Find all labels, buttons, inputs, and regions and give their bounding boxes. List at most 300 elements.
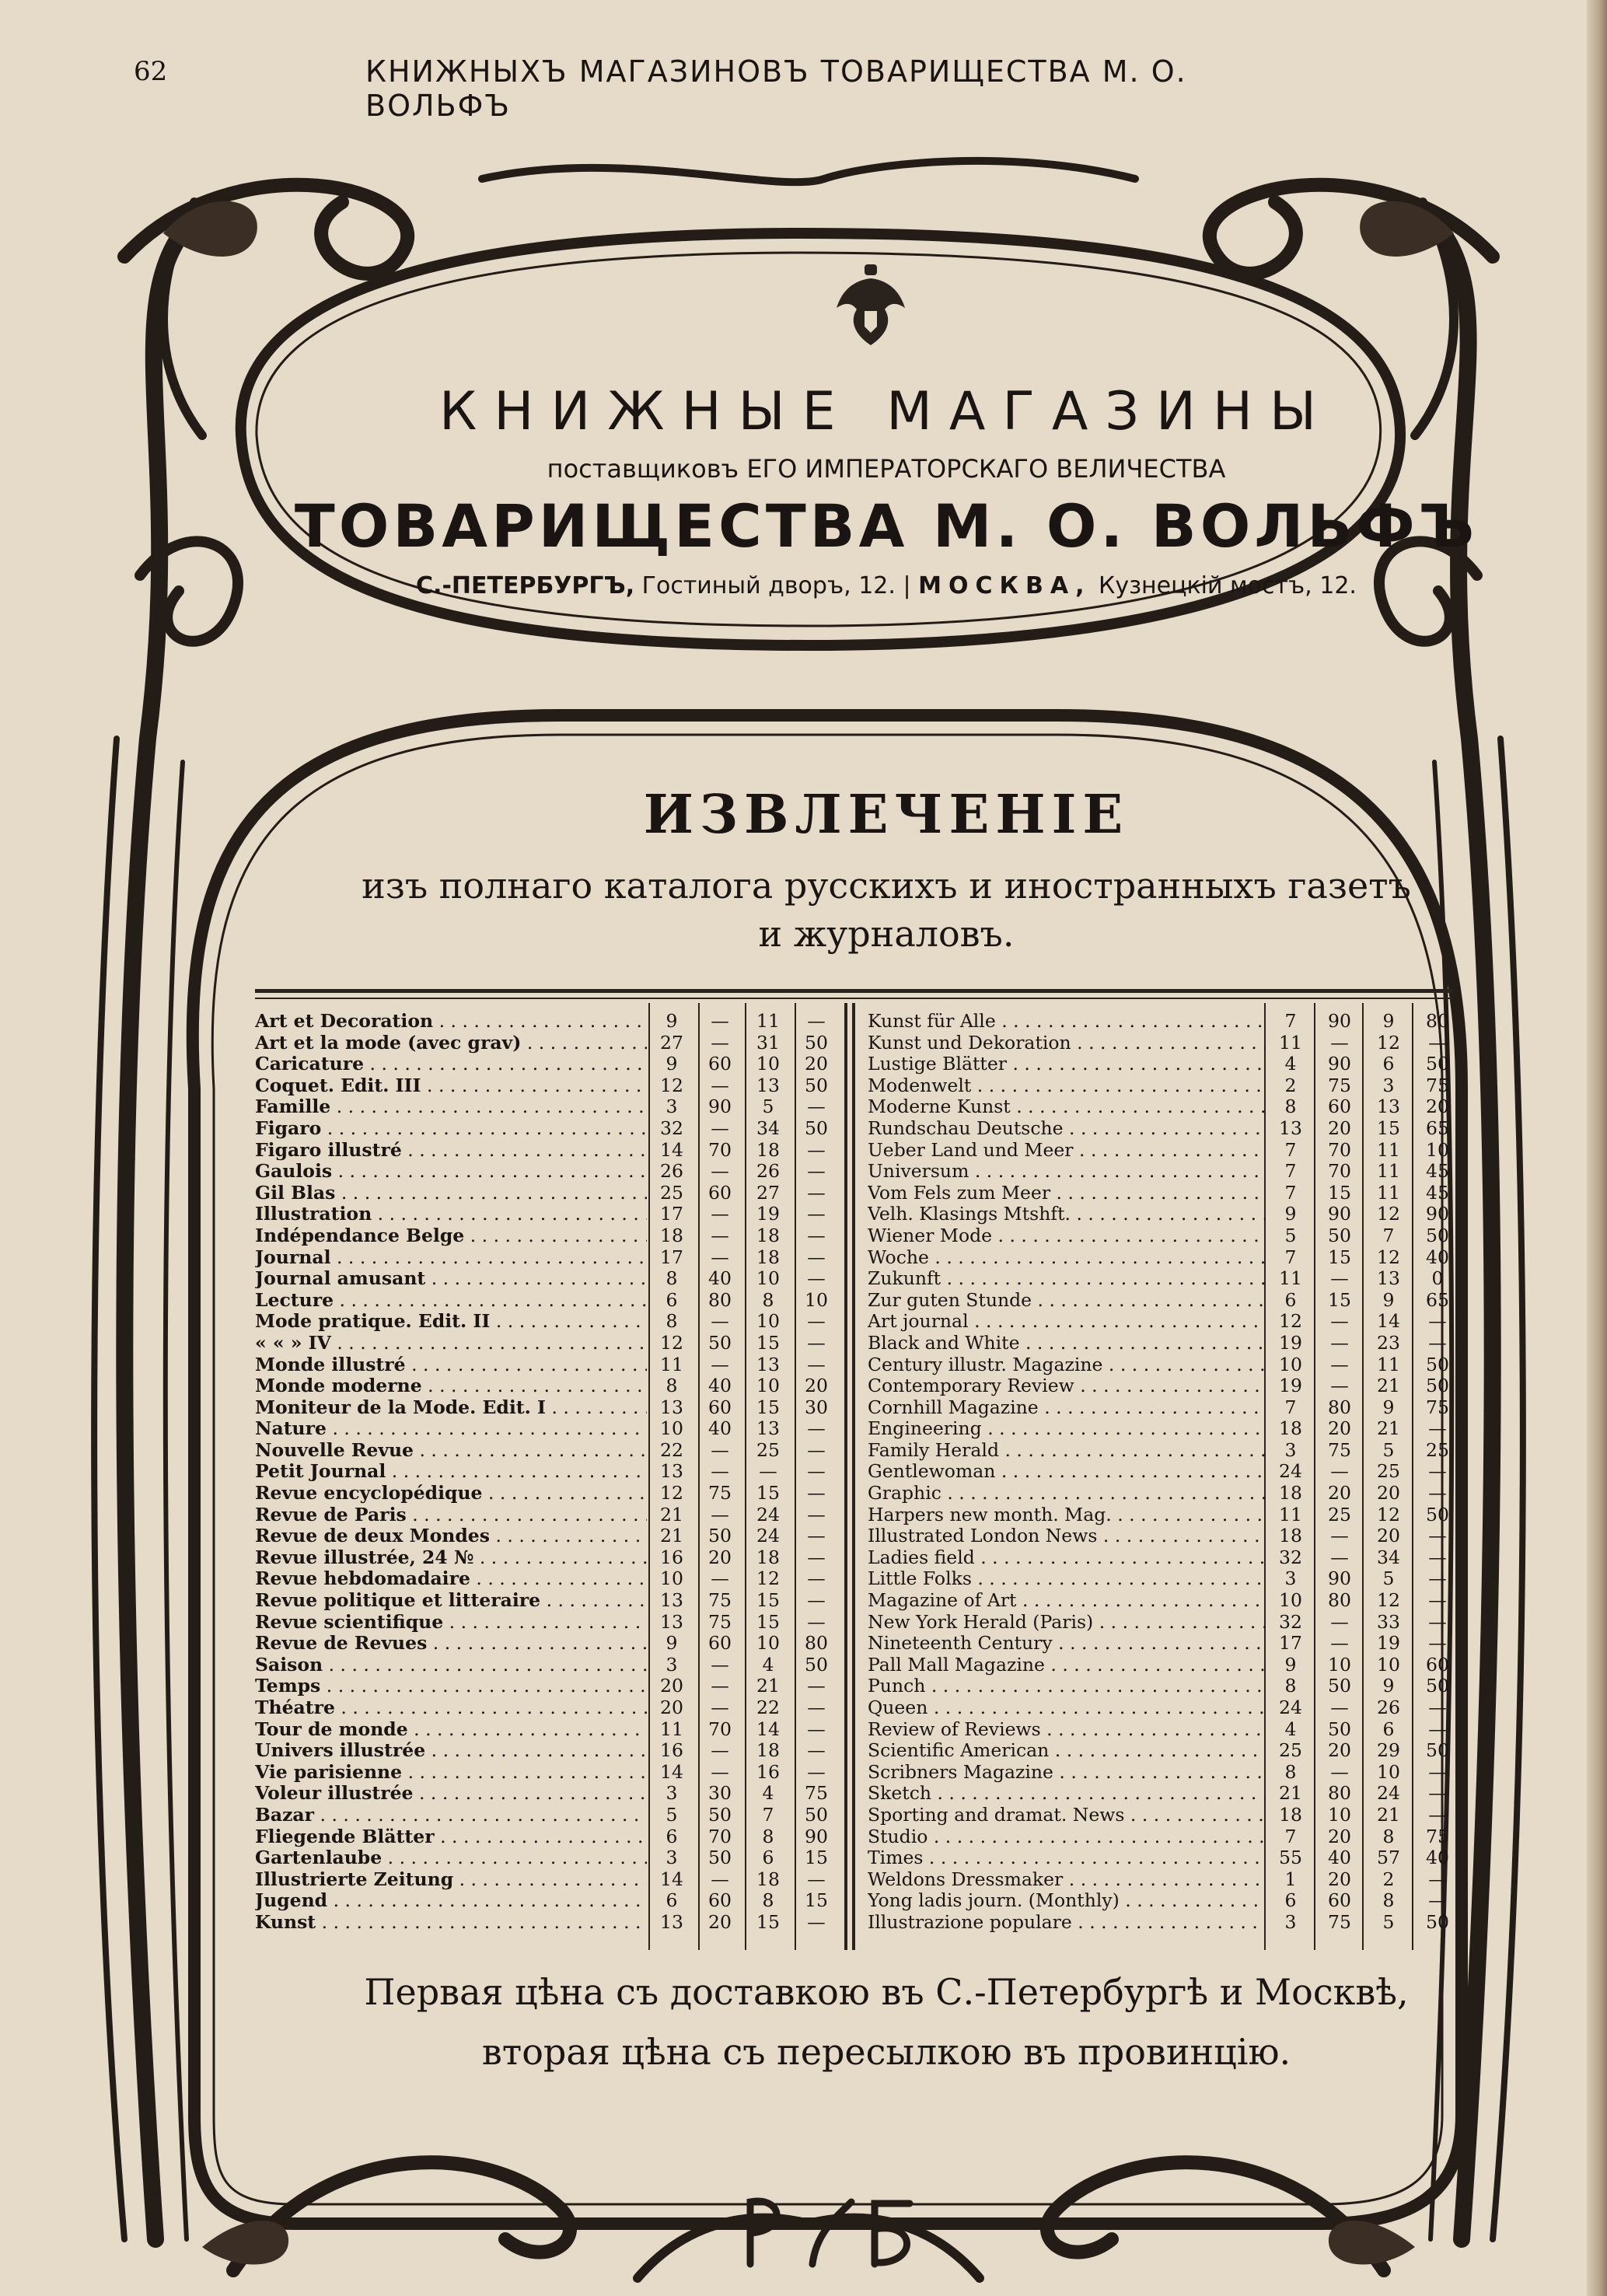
price-provinces-rubles: 5 bbox=[762, 1096, 774, 1118]
price-local-kopecks: 10 bbox=[1328, 1803, 1351, 1826]
price-provinces-kopecks: 30 bbox=[805, 1396, 828, 1418]
price-provinces-rubles: 4 bbox=[762, 1653, 774, 1676]
price-provinces-kopecks: — bbox=[807, 1203, 826, 1225]
price-local-rubles: 26 bbox=[660, 1160, 683, 1183]
price-provinces-kopecks: — bbox=[1428, 1546, 1447, 1568]
price-provinces-kopecks: — bbox=[807, 1525, 826, 1547]
price-local-kopecks: 20 bbox=[708, 1910, 732, 1933]
price-provinces-rubles: 8 bbox=[762, 1889, 774, 1912]
price-provinces-rubles: 5 bbox=[1382, 1567, 1395, 1590]
price-local-rubles: 7 bbox=[1284, 1825, 1297, 1847]
price-local-rubles: 9 bbox=[666, 1632, 678, 1655]
price-local-kopecks: — bbox=[711, 1739, 729, 1762]
price-local-kopecks: 50 bbox=[708, 1331, 732, 1354]
price-provinces-rubles: 15 bbox=[756, 1589, 780, 1612]
price-local-kopecks: 75 bbox=[708, 1482, 732, 1504]
catalog-row bbox=[868, 1440, 1462, 1462]
price-local-kopecks: — bbox=[711, 1503, 729, 1525]
catalog-row bbox=[868, 1268, 1462, 1290]
price-provinces-rubles: 6 bbox=[1382, 1053, 1395, 1075]
price-provinces-rubles: 8 bbox=[762, 1825, 774, 1847]
periodical-title: Zur guten Stunde . . . bbox=[868, 1290, 1266, 1312]
periodical-title: Scientific American . . . bbox=[868, 1740, 1266, 1762]
price-provinces-rubles: 12 bbox=[756, 1567, 780, 1590]
price-provinces-kopecks: — bbox=[1428, 1460, 1447, 1483]
periodical-title: Times . . . bbox=[868, 1847, 1266, 1869]
suppliers-line: поставщиковъ ЕГО ИМПЕРАТОРСКАГО ВЕЛИЧЕСТВА bbox=[547, 454, 1226, 484]
price-provinces-kopecks: 50 bbox=[1426, 1910, 1449, 1933]
price-local-rubles: 21 bbox=[1279, 1782, 1302, 1805]
periodical-title: Nature . . . bbox=[255, 1418, 647, 1440]
pricing-note-line1: Первая цѣна съ доставкою въ С.-Петербургѣ и Москвѣ, bbox=[364, 1971, 1409, 2013]
price-local-kopecks: 80 bbox=[1328, 1782, 1351, 1805]
price-local-rubles: 13 bbox=[1279, 1117, 1302, 1139]
price-local-kopecks: 40 bbox=[708, 1417, 732, 1440]
price-provinces-rubles: 24 bbox=[756, 1503, 780, 1525]
periodical-title: Revue de Paris . . . bbox=[255, 1504, 647, 1526]
price-local-kopecks: 80 bbox=[1328, 1589, 1351, 1612]
price-local-rubles: 12 bbox=[1279, 1310, 1302, 1333]
periodical-title: Sporting and dramat. News . . . bbox=[868, 1805, 1266, 1826]
price-local-rubles: 24 bbox=[1279, 1697, 1302, 1718]
addresses bbox=[342, 572, 1431, 599]
price-local-kopecks: 50 bbox=[1328, 1675, 1351, 1697]
price-local-rubles: 7 bbox=[1284, 1160, 1297, 1183]
periodical-title: Illustrazione populare . . . bbox=[868, 1912, 1266, 1934]
catalog-row bbox=[255, 1890, 840, 1912]
catalog-row bbox=[255, 1311, 840, 1333]
price-local-kopecks: — bbox=[1330, 1610, 1349, 1633]
price-local-rubles: 20 bbox=[660, 1697, 683, 1718]
price-local-rubles: 10 bbox=[660, 1417, 683, 1440]
price-provinces-rubles: 27 bbox=[756, 1181, 780, 1204]
price-provinces-kopecks: 50 bbox=[805, 1117, 828, 1139]
catalog-row bbox=[868, 1290, 1462, 1312]
price-provinces-kopecks: 80 bbox=[805, 1632, 828, 1655]
price-local-rubles: 14 bbox=[660, 1868, 683, 1890]
price-provinces-kopecks: — bbox=[1428, 1567, 1447, 1590]
catalog-row bbox=[868, 1354, 1462, 1376]
catalog-row bbox=[868, 1633, 1462, 1655]
periodical-title: Cornhill Magazine . . . bbox=[868, 1397, 1266, 1419]
periodical-title: Woche . . . bbox=[868, 1247, 1266, 1269]
price-provinces-rubles: 7 bbox=[1382, 1224, 1395, 1246]
price-provinces-kopecks: — bbox=[807, 1460, 826, 1483]
price-provinces-kopecks: 50 bbox=[805, 1803, 828, 1826]
spb-city: С.-ПЕТЕРБУРГЪ, bbox=[416, 572, 635, 599]
periodical-title: Univers illustrée . . . bbox=[255, 1740, 647, 1762]
catalog-row bbox=[868, 1418, 1462, 1440]
catalog-row bbox=[868, 1225, 1462, 1247]
price-provinces-rubles: 24 bbox=[1377, 1782, 1400, 1805]
periodical-title: Ueber Land und Meer . . . bbox=[868, 1140, 1266, 1162]
periodical-title: Gartenlaube . . . bbox=[255, 1847, 647, 1869]
price-provinces-rubles: 15 bbox=[756, 1610, 780, 1633]
price-local-kopecks: 50 bbox=[708, 1847, 732, 1869]
price-local-kopecks: — bbox=[711, 1160, 729, 1183]
price-provinces-kopecks: 75 bbox=[1426, 1396, 1449, 1418]
catalog-row bbox=[255, 1397, 840, 1419]
price-local-kopecks: 20 bbox=[1328, 1739, 1351, 1762]
price-local-kopecks: — bbox=[711, 1031, 729, 1054]
price-local-rubles: 21 bbox=[660, 1503, 683, 1525]
periodical-title: Revue politique et litteraire . . . bbox=[255, 1590, 647, 1612]
catalog-row bbox=[868, 1847, 1462, 1869]
price-provinces-rubles: 6 bbox=[1382, 1718, 1395, 1740]
price-local-kopecks: — bbox=[711, 1760, 729, 1783]
periodical-title: Family Herald . . . bbox=[868, 1440, 1266, 1462]
periodical-title: Black and White . . . bbox=[868, 1333, 1266, 1354]
moscow-city: МОСКВА, bbox=[918, 572, 1092, 599]
periodical-title: Coquet. Edit. III . . . bbox=[255, 1075, 647, 1097]
price-provinces-rubles: 15 bbox=[756, 1482, 780, 1504]
price-provinces-kopecks: 60 bbox=[1426, 1653, 1449, 1676]
catalog-row bbox=[255, 1354, 840, 1376]
price-local-rubles: 32 bbox=[660, 1117, 683, 1139]
price-provinces-rubles: 13 bbox=[756, 1417, 780, 1440]
price-local-kopecks: 70 bbox=[708, 1825, 732, 1847]
catalog-row bbox=[255, 1118, 840, 1140]
price-provinces-kopecks: 50 bbox=[1426, 1739, 1449, 1762]
price-local-kopecks: — bbox=[1330, 1632, 1349, 1655]
price-provinces-rubles: 20 bbox=[1377, 1482, 1400, 1504]
price-local-rubles: 4 bbox=[1284, 1718, 1297, 1740]
price-provinces-rubles: 12 bbox=[1377, 1246, 1400, 1268]
price-provinces-rubles: 23 bbox=[1377, 1331, 1400, 1354]
catalog-row bbox=[255, 1655, 840, 1676]
periodical-title: Nineteenth Century . . . bbox=[868, 1633, 1266, 1655]
price-provinces-kopecks: — bbox=[1428, 1331, 1447, 1354]
catalog-row bbox=[255, 1740, 840, 1762]
price-local-kopecks: 70 bbox=[708, 1138, 732, 1161]
price-local-rubles: 13 bbox=[660, 1910, 683, 1933]
catalog-row bbox=[255, 1697, 840, 1719]
periodical-title: Art et Decoration . . . bbox=[255, 1011, 647, 1033]
periodical-title: Nouvelle Revue . . . bbox=[255, 1440, 647, 1462]
price-provinces-rubles: 21 bbox=[1377, 1375, 1400, 1397]
catalog-row bbox=[255, 1140, 840, 1162]
price-local-kopecks: 15 bbox=[1328, 1246, 1351, 1268]
price-local-kopecks: — bbox=[1330, 1375, 1349, 1397]
price-provinces-kopecks: 10 bbox=[1426, 1138, 1449, 1161]
price-provinces-rubles: 15 bbox=[756, 1331, 780, 1354]
price-local-rubles: 3 bbox=[666, 1096, 678, 1118]
price-local-kopecks: — bbox=[1330, 1525, 1349, 1547]
price-provinces-kopecks: 20 bbox=[805, 1053, 828, 1075]
price-provinces-rubles: 12 bbox=[1377, 1031, 1400, 1054]
price-local-rubles: 55 bbox=[1279, 1847, 1302, 1869]
price-provinces-rubles: 10 bbox=[756, 1310, 780, 1333]
price-provinces-kopecks: 15 bbox=[805, 1889, 828, 1912]
periodical-title: Monde illustré . . . bbox=[255, 1354, 647, 1376]
price-provinces-kopecks: 50 bbox=[1426, 1375, 1449, 1397]
price-local-rubles: 6 bbox=[1284, 1889, 1297, 1912]
price-provinces-rubles: 15 bbox=[756, 1396, 780, 1418]
price-provinces-rubles: 34 bbox=[756, 1117, 780, 1139]
price-local-kopecks: 60 bbox=[708, 1396, 732, 1418]
price-local-rubles: 5 bbox=[1284, 1224, 1297, 1246]
running-head: КНИЖНЫХЪ МАГАЗИНОВЪ ТОВАРИЩЕСТВА М. О. ВОЛЬФЪ bbox=[365, 54, 1187, 123]
page-number: 62 bbox=[134, 56, 168, 87]
price-local-kopecks: 25 bbox=[1328, 1503, 1351, 1525]
periodical-title: Indépendance Belge . . . bbox=[255, 1225, 647, 1247]
price-provinces-rubles: 19 bbox=[1377, 1632, 1400, 1655]
price-local-kopecks: 90 bbox=[1328, 1010, 1351, 1032]
price-provinces-kopecks: — bbox=[1428, 1782, 1447, 1805]
price-local-rubles: 17 bbox=[660, 1246, 683, 1268]
price-provinces-kopecks: — bbox=[807, 1503, 826, 1525]
catalog-row bbox=[255, 1033, 840, 1054]
price-local-kopecks: 80 bbox=[708, 1288, 732, 1311]
price-local-kopecks: — bbox=[711, 1460, 729, 1483]
price-local-kopecks: 75 bbox=[1328, 1438, 1351, 1461]
price-local-rubles: 6 bbox=[666, 1288, 678, 1311]
price-provinces-kopecks: 45 bbox=[1426, 1181, 1449, 1204]
periodical-title: Kunst und Dekoration . . . bbox=[868, 1033, 1266, 1054]
price-provinces-kopecks: — bbox=[807, 1160, 826, 1183]
store-title: КНИЖНЫЕ МАГАЗИНЫ bbox=[438, 381, 1333, 442]
price-local-rubles: 6 bbox=[666, 1889, 678, 1912]
price-local-rubles: 8 bbox=[666, 1267, 678, 1290]
price-provinces-kopecks: — bbox=[807, 1010, 826, 1032]
price-local-kopecks: 20 bbox=[1328, 1117, 1351, 1139]
price-local-kopecks: — bbox=[711, 1868, 729, 1890]
periodical-title: Jugend . . . bbox=[255, 1890, 647, 1912]
periodical-title: Journal amusant . . . bbox=[255, 1268, 647, 1290]
periodical-title: Queen . . . bbox=[868, 1697, 1266, 1719]
periodical-title: Contemporary Review . . . bbox=[868, 1375, 1266, 1397]
price-local-rubles: 3 bbox=[666, 1653, 678, 1676]
price-provinces-kopecks: 50 bbox=[1426, 1353, 1449, 1375]
periodical-title: New York Herald (Paris) . . . bbox=[868, 1612, 1266, 1634]
price-provinces-rubles: 21 bbox=[1377, 1417, 1400, 1440]
catalog-row bbox=[255, 1204, 840, 1225]
price-provinces-kopecks: 80 bbox=[1426, 1010, 1449, 1032]
price-provinces-kopecks: — bbox=[807, 1181, 826, 1204]
price-provinces-kopecks: — bbox=[807, 1697, 826, 1718]
catalog-row bbox=[868, 1075, 1462, 1097]
catalog-row bbox=[255, 1719, 840, 1741]
price-provinces-rubles: 5 bbox=[1382, 1438, 1395, 1461]
periodical-title: Magazine of Art . . . bbox=[868, 1590, 1266, 1612]
price-local-rubles: 19 bbox=[1279, 1375, 1302, 1397]
catalog-row bbox=[255, 1247, 840, 1269]
price-local-rubles: 17 bbox=[660, 1203, 683, 1225]
periodical-title: Revue de Revues . . . bbox=[255, 1633, 647, 1655]
price-provinces-rubles: 4 bbox=[762, 1782, 774, 1805]
price-provinces-rubles: 13 bbox=[756, 1353, 780, 1375]
catalog-row bbox=[255, 1096, 840, 1118]
catalog-row bbox=[255, 1590, 840, 1612]
catalog-row bbox=[255, 1054, 840, 1075]
price-local-kopecks: — bbox=[1330, 1460, 1349, 1483]
price-provinces-kopecks: — bbox=[807, 1353, 826, 1375]
periodical-title: Yong ladis journ. (Monthly) . . . bbox=[868, 1890, 1266, 1912]
price-provinces-kopecks: 20 bbox=[1426, 1096, 1449, 1118]
price-provinces-kopecks: 50 bbox=[805, 1653, 828, 1676]
price-provinces-kopecks: — bbox=[1428, 1697, 1447, 1718]
price-provinces-rubles: 14 bbox=[756, 1718, 780, 1740]
catalog-row bbox=[868, 1655, 1462, 1676]
price-provinces-kopecks: 50 bbox=[805, 1074, 828, 1096]
periodical-title: Fliegende Blätter . . . bbox=[255, 1826, 647, 1848]
catalog-row bbox=[255, 1612, 840, 1634]
periodical-title: Mode pratique. Edit. II . . . bbox=[255, 1311, 647, 1333]
price-local-rubles: 8 bbox=[666, 1310, 678, 1333]
price-local-rubles: 3 bbox=[1284, 1438, 1297, 1461]
periodical-title: Lustige Blätter . . . bbox=[868, 1054, 1266, 1075]
price-local-rubles: 19 bbox=[1279, 1331, 1302, 1354]
price-provinces-rubles: 10 bbox=[756, 1267, 780, 1290]
catalog-row bbox=[868, 1118, 1462, 1140]
catalog-top-rule-thin bbox=[255, 998, 1452, 999]
price-provinces-kopecks: — bbox=[1428, 1610, 1447, 1633]
price-local-kopecks: 40 bbox=[708, 1375, 732, 1397]
periodical-title: Graphic . . . bbox=[868, 1483, 1266, 1504]
price-provinces-rubles: 8 bbox=[1382, 1825, 1395, 1847]
price-provinces-rubles: 9 bbox=[1382, 1396, 1395, 1418]
price-provinces-rubles: 13 bbox=[1377, 1096, 1400, 1118]
imperial-eagle-icon bbox=[833, 264, 908, 351]
price-local-kopecks: 60 bbox=[708, 1889, 732, 1912]
catalog-row bbox=[255, 1268, 840, 1290]
price-provinces-kopecks: 25 bbox=[1426, 1438, 1449, 1461]
periodical-title: Revue hebdomadaire . . . bbox=[255, 1568, 647, 1590]
price-provinces-rubles: 11 bbox=[1377, 1138, 1400, 1161]
price-provinces-kopecks: — bbox=[1428, 1760, 1447, 1783]
price-provinces-rubles: 10 bbox=[756, 1375, 780, 1397]
catalog-row bbox=[868, 1719, 1462, 1741]
price-local-rubles: 21 bbox=[660, 1525, 683, 1547]
price-provinces-kopecks: — bbox=[807, 1567, 826, 1590]
price-provinces-kopecks: 10 bbox=[805, 1288, 828, 1311]
price-local-kopecks: 75 bbox=[708, 1589, 732, 1612]
catalog-row bbox=[255, 1161, 840, 1183]
extract-subtitle-line1: изъ полнаго каталога русскихъ и иностранныхъ газетъ bbox=[362, 865, 1411, 907]
catalog-row bbox=[868, 1397, 1462, 1419]
periodical-title: Moniteur de la Mode. Edit. I . . . bbox=[255, 1397, 647, 1419]
price-local-rubles: 18 bbox=[1279, 1417, 1302, 1440]
catalog-row bbox=[255, 1375, 840, 1397]
price-provinces-rubles: 33 bbox=[1377, 1610, 1400, 1633]
price-provinces-kopecks: — bbox=[807, 1610, 826, 1633]
price-local-rubles: 9 bbox=[666, 1010, 678, 1032]
price-local-kopecks: — bbox=[711, 1224, 729, 1246]
catalog-row bbox=[255, 1183, 840, 1204]
price-local-rubles: 18 bbox=[1279, 1803, 1302, 1826]
periodical-title: Famille . . . bbox=[255, 1096, 647, 1118]
price-provinces-kopecks: — bbox=[1428, 1589, 1447, 1612]
price-local-kopecks: — bbox=[711, 1567, 729, 1590]
catalog-row bbox=[255, 1805, 840, 1826]
catalog-row bbox=[868, 1826, 1462, 1848]
price-local-rubles: 27 bbox=[660, 1031, 683, 1054]
periodical-title: Studio . . . bbox=[868, 1826, 1266, 1848]
price-local-kopecks: — bbox=[1330, 1697, 1349, 1718]
price-provinces-kopecks: 90 bbox=[805, 1825, 828, 1847]
price-provinces-kopecks: — bbox=[807, 1675, 826, 1697]
catalog-row bbox=[255, 1418, 840, 1440]
price-provinces-kopecks: 40 bbox=[1426, 1847, 1449, 1869]
catalog-row bbox=[255, 1568, 840, 1590]
price-local-kopecks: 60 bbox=[1328, 1096, 1351, 1118]
column-divider bbox=[852, 1003, 855, 1950]
price-provinces-rubles: 15 bbox=[1377, 1117, 1400, 1139]
price-local-rubles: 12 bbox=[660, 1331, 683, 1354]
periodical-title: Revue de deux Mondes . . . bbox=[255, 1525, 647, 1547]
catalog-row bbox=[255, 1847, 840, 1869]
periodical-title: Moderne Kunst . . . bbox=[868, 1096, 1266, 1118]
price-provinces-rubles: 31 bbox=[756, 1031, 780, 1054]
periodical-title: Figaro . . . bbox=[255, 1118, 647, 1140]
price-local-kopecks: 20 bbox=[1328, 1868, 1351, 1890]
catalog-row bbox=[868, 1461, 1462, 1483]
price-local-kopecks: 15 bbox=[1328, 1288, 1351, 1311]
price-provinces-kopecks: — bbox=[807, 1718, 826, 1740]
price-local-rubles: 2 bbox=[1284, 1074, 1297, 1096]
price-local-kopecks: 15 bbox=[1328, 1181, 1351, 1204]
catalog-row bbox=[255, 1461, 840, 1483]
price-local-rubles: 8 bbox=[1284, 1675, 1297, 1697]
periodical-title: Kunst für Alle . . . bbox=[868, 1011, 1266, 1033]
price-provinces-kopecks: 40 bbox=[1426, 1246, 1449, 1268]
periodical-title: Revue scientifique . . . bbox=[255, 1612, 647, 1634]
price-local-rubles: 18 bbox=[1279, 1482, 1302, 1504]
price-local-rubles: 11 bbox=[660, 1718, 683, 1740]
periodical-title: Caricature . . . bbox=[255, 1054, 647, 1075]
catalog-row bbox=[255, 1225, 840, 1247]
price-provinces-rubles: 34 bbox=[1377, 1546, 1400, 1568]
price-local-kopecks: — bbox=[711, 1697, 729, 1718]
periodical-title: Revue encyclopédique . . . bbox=[255, 1483, 647, 1504]
periodical-title: « « » IV . . . bbox=[255, 1333, 647, 1354]
periodical-title: Illustrierte Zeitung . . . bbox=[255, 1869, 647, 1891]
price-provinces-rubles: 14 bbox=[1377, 1310, 1400, 1333]
price-local-kopecks: 70 bbox=[1328, 1160, 1351, 1183]
periodical-title: Figaro illustré . . . bbox=[255, 1140, 647, 1162]
catalog-row bbox=[255, 1525, 840, 1547]
monogram-signature bbox=[727, 2186, 929, 2272]
price-provinces-kopecks: 65 bbox=[1426, 1288, 1449, 1311]
price-local-kopecks: 20 bbox=[708, 1546, 732, 1568]
catalog-row bbox=[868, 1311, 1462, 1333]
price-local-kopecks: — bbox=[1330, 1331, 1349, 1354]
price-provinces-rubles: 24 bbox=[756, 1525, 780, 1547]
catalog-row bbox=[868, 1096, 1462, 1118]
catalog-row bbox=[868, 1912, 1462, 1934]
catalog-row bbox=[868, 1054, 1462, 1075]
price-local-kopecks: — bbox=[711, 1653, 729, 1676]
price-local-kopecks: 50 bbox=[1328, 1224, 1351, 1246]
price-provinces-rubles: 19 bbox=[756, 1203, 780, 1225]
periodical-title: Bazar . . . bbox=[255, 1805, 647, 1826]
column-divider bbox=[844, 1003, 847, 1950]
price-provinces-kopecks: — bbox=[807, 1910, 826, 1933]
periodical-title: Journal . . . bbox=[255, 1247, 647, 1269]
price-local-rubles: 17 bbox=[1279, 1632, 1302, 1655]
price-local-rubles: 7 bbox=[1284, 1396, 1297, 1418]
price-local-kopecks: 70 bbox=[708, 1718, 732, 1740]
catalog-row bbox=[255, 1290, 840, 1312]
price-provinces-rubles: 9 bbox=[1382, 1288, 1395, 1311]
price-provinces-kopecks: — bbox=[807, 1482, 826, 1504]
periodical-title: Revue illustrée, 24 № . . . bbox=[255, 1547, 647, 1569]
price-local-rubles: 24 bbox=[1279, 1460, 1302, 1483]
price-provinces-kopecks: — bbox=[1428, 1525, 1447, 1547]
extract-title: ИЗВЛЕЧЕНІЕ bbox=[643, 784, 1130, 846]
price-local-rubles: 11 bbox=[1279, 1031, 1302, 1054]
price-provinces-rubles: 18 bbox=[756, 1739, 780, 1762]
